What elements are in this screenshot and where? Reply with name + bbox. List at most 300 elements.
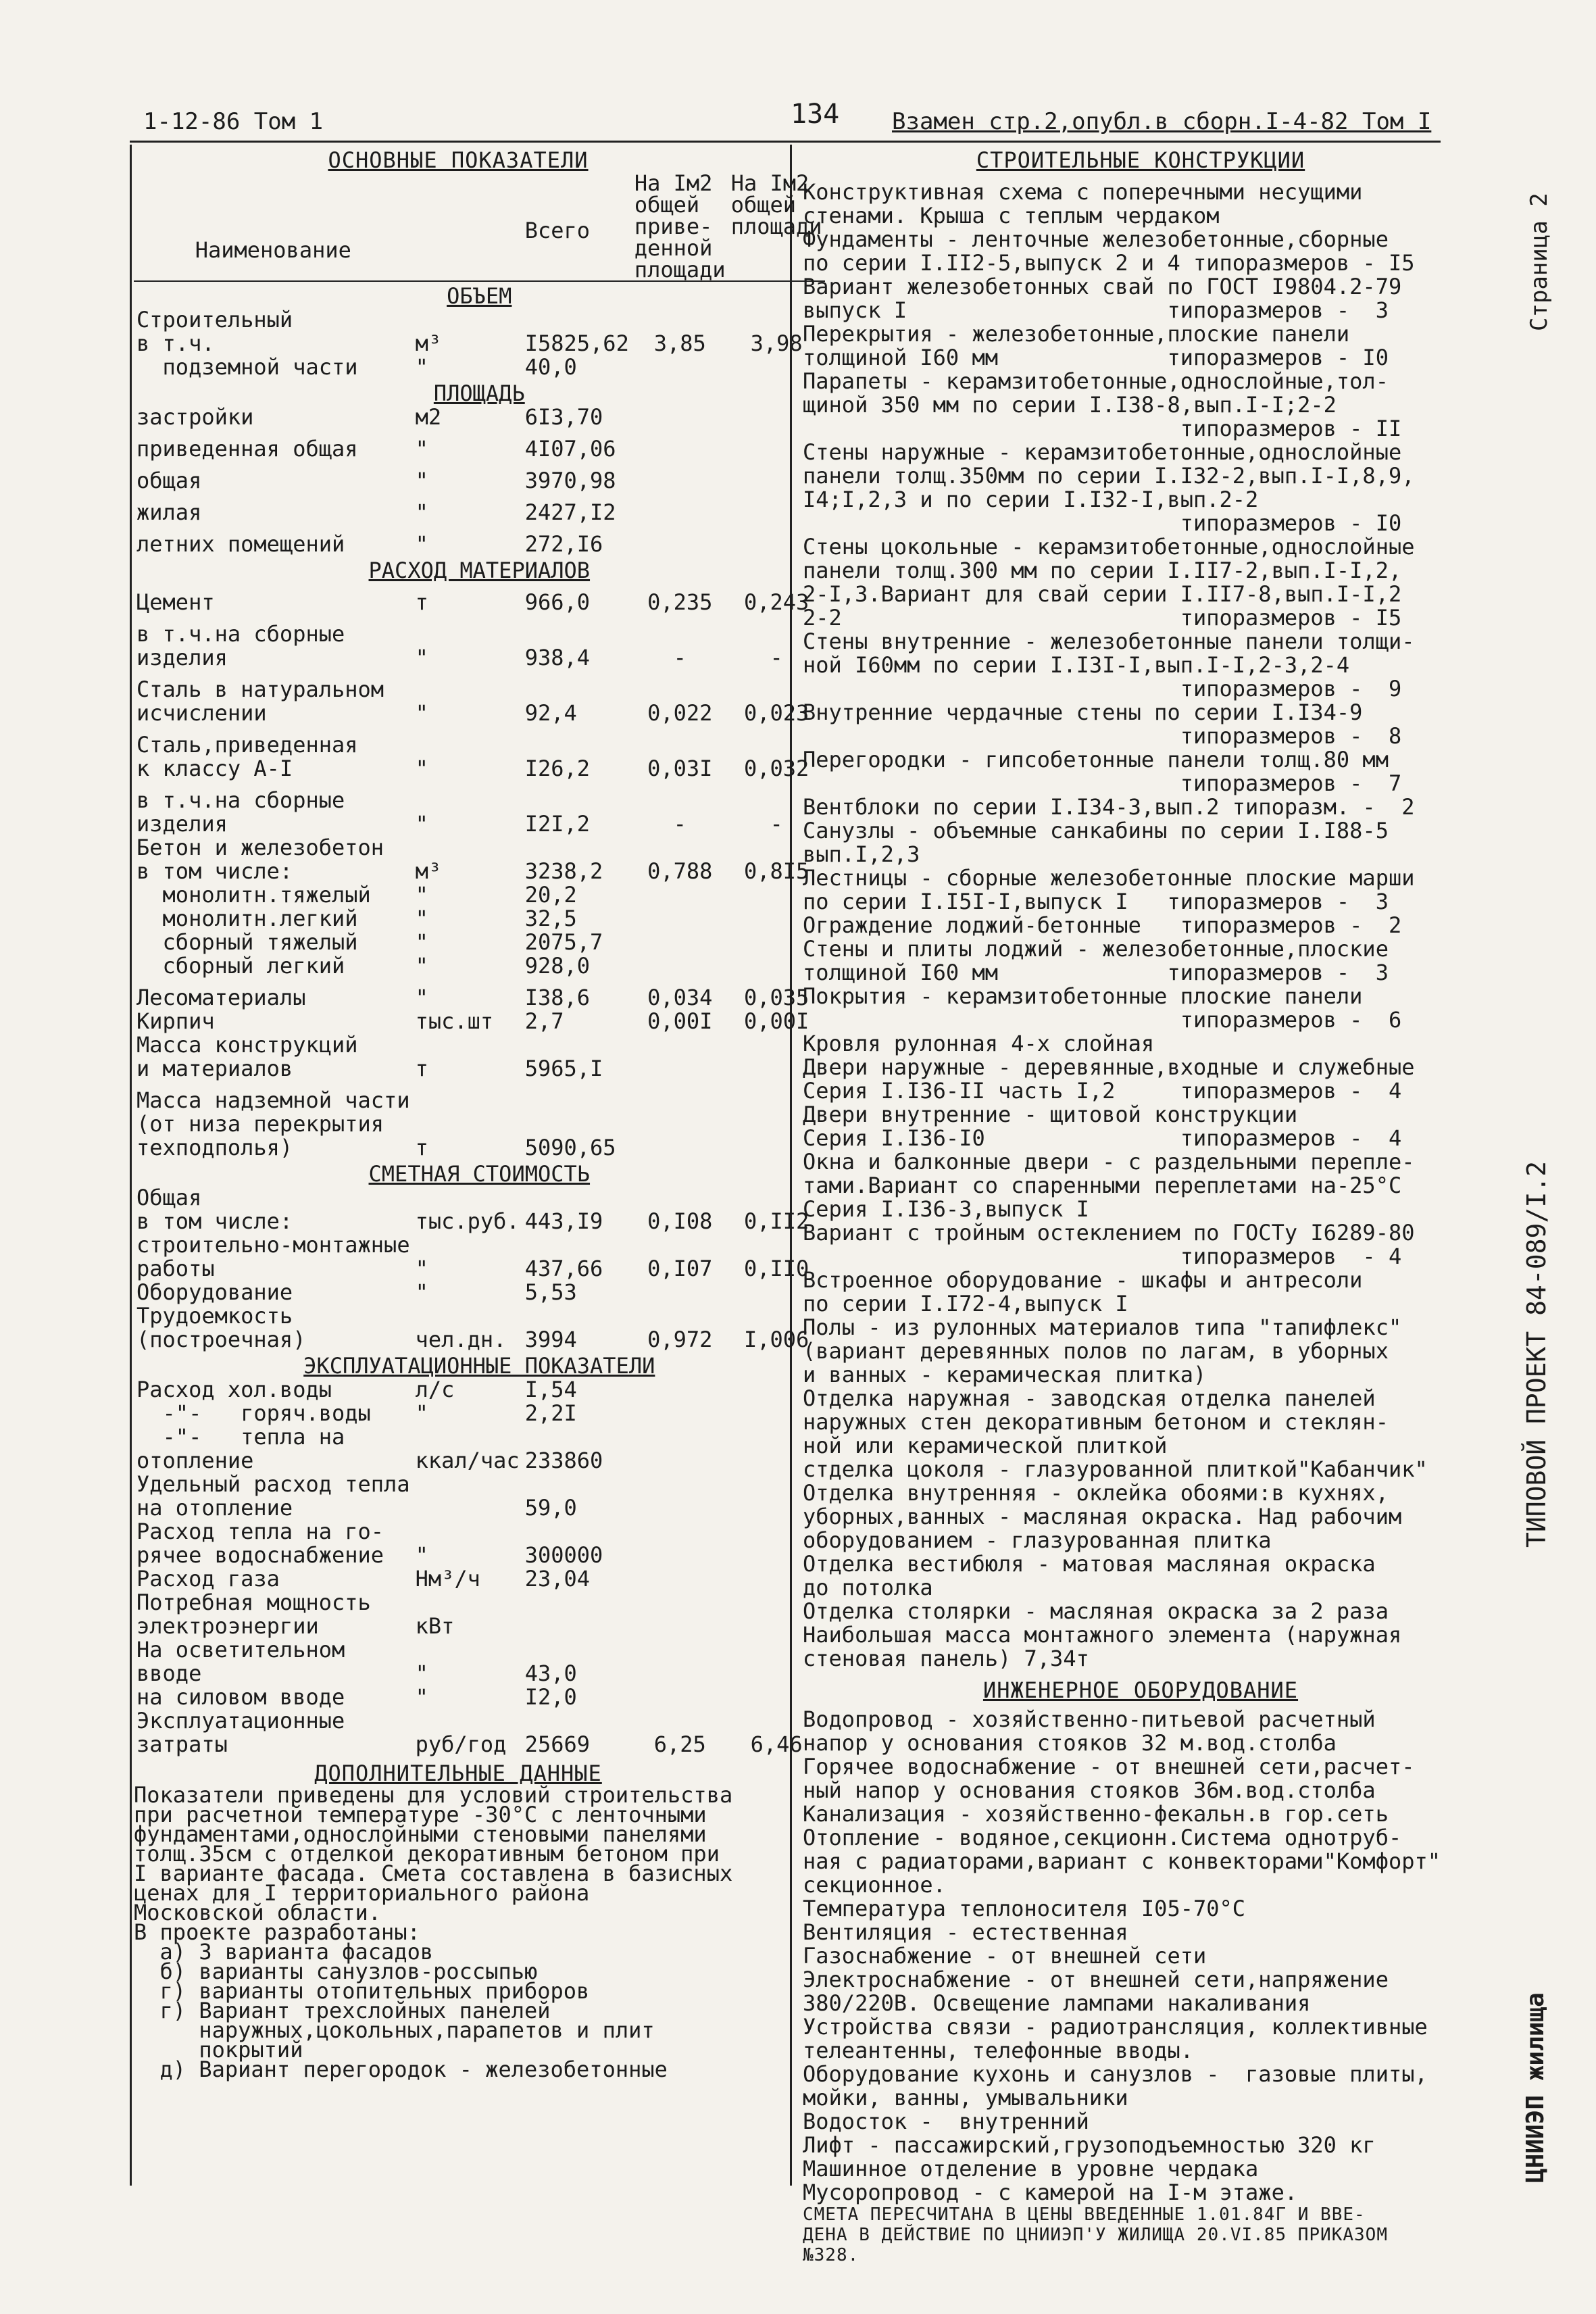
table-row: [134, 907, 825, 931]
row-unit: ": [415, 645, 428, 670]
structures-line: Встроенное оборудование - шкафы и антресоли: [803, 1267, 1363, 1293]
row-per-total: 0,023: [743, 700, 809, 726]
row-per-total: I,006: [743, 1327, 809, 1352]
structures-line: выпуск I типоразмеров - 3: [803, 297, 1389, 323]
side-org-label: ЦНИИЭП жилища: [1522, 1992, 1549, 2183]
row-name: сборный легкий: [136, 953, 345, 979]
row-name: -"- тепла на отопление: [136, 1424, 345, 1473]
structures-line: вып.I,2,3: [803, 841, 920, 867]
engineering-line: Канализация - хозяйственно-фекальн.в гор.сеть: [803, 1801, 1389, 1827]
row-name: Общая в том числе:: [136, 1185, 293, 1234]
row-total: 938,4: [524, 645, 591, 670]
engineering-line: Горячее водоснабжение - от внешней сети,расчет-: [803, 1754, 1415, 1779]
row-per-reduced: 0,022: [647, 700, 713, 726]
structures-line: Лестницы - сборные железобетонные плоские марши: [803, 865, 1415, 891]
table-row: [134, 583, 825, 614]
structures-line: Наибольшая масса монтажного элемента (наружная: [803, 1622, 1402, 1648]
row-unit: ": [415, 906, 428, 931]
row-per-total: -: [770, 811, 783, 837]
structures-line: Внутренние чердачные стены по серии I.I34-9: [803, 699, 1363, 725]
row-per-reduced: [632, 1402, 728, 1425]
structures-line: типоразмеров - 7: [803, 770, 1402, 796]
structures-line: 2-I,3.Вариант для свай серии I.II7-8,вып.I-I,2: [803, 581, 1402, 607]
engineering-line: секционное.: [803, 1872, 946, 1898]
table-row: [134, 1186, 825, 1233]
row-unit: ": [415, 1400, 428, 1426]
row-total: 40,0: [524, 354, 577, 380]
row-total: 272,I6: [524, 531, 603, 557]
row-total: 23,04: [524, 1566, 591, 1592]
structures-line: Серия I.I36-II часть I,2 типоразмеров - 4: [803, 1078, 1402, 1104]
row-per-reduced: 0,235: [647, 589, 713, 615]
engineering-line: Вентиляция - естественная: [803, 1919, 1128, 1945]
structures-line: Двери наружные - деревянные,входные и служебные: [803, 1054, 1415, 1080]
row-total: I38,6: [524, 985, 591, 1010]
structures-line: типоразмеров - 9: [803, 676, 1402, 701]
table-row: [134, 1081, 825, 1160]
row-total: 5,53: [524, 1279, 577, 1305]
row-per-reduced: [632, 1685, 728, 1709]
row-unit: т: [415, 1056, 428, 1081]
table-header-row: [134, 172, 825, 281]
row-unit: ": [415, 1256, 428, 1281]
row-name: Оборудование: [136, 1279, 293, 1305]
structures-line: панели толщ.300 мм по серии I.II7-2,вып.I-I,2,: [803, 558, 1402, 583]
row-total: 928,0: [524, 953, 591, 979]
row-per-total: 0,8I5: [743, 858, 809, 884]
row-total: [522, 1591, 632, 1638]
table-row: [134, 725, 825, 781]
row-name: Удельный расход тепла на отопление: [136, 1471, 410, 1521]
structures-line: типоразмеров - 8: [803, 723, 1402, 749]
row-unit: ": [415, 499, 428, 525]
row-total: 4I07,06: [524, 436, 616, 462]
row-total: 59,0: [524, 1495, 577, 1521]
table-row: [134, 493, 825, 524]
row-name: На осветительном вводе: [136, 1637, 345, 1686]
header-left: 1-12-86 Том 1: [143, 108, 324, 135]
row-total: 25669: [524, 1731, 591, 1757]
table-section-row: [134, 1352, 825, 1378]
row-unit: ": [415, 929, 428, 955]
row-unit: Нм³/ч: [415, 1566, 480, 1592]
engineering-line: Водосток - внутренний: [803, 2109, 1089, 2134]
engineering-line: Машинное отделение в уровне чердака: [803, 2156, 1259, 2182]
row-name: Трудоемкость (построечная): [136, 1303, 306, 1352]
structures-line: Отделка столярки - масляная окраска за 2 раза: [803, 1598, 1389, 1624]
row-per-reduced: 0,788: [647, 858, 713, 884]
row-unit: ": [415, 882, 428, 908]
row-total: 92,4: [524, 700, 577, 726]
engineering-line: Оборудование кухонь и санузлов - газовые плиты,: [803, 2061, 1428, 2087]
structures-line: по серии I.II2-5,выпуск 2 и 4 типоразмеров - I5: [803, 250, 1415, 276]
table-row: [134, 1304, 825, 1352]
indicators-table: [134, 172, 825, 1756]
row-name: в т.ч.на сборные изделия: [136, 787, 345, 837]
structures-line: Стены внутренние - железобетонные панели толщи-: [803, 629, 1415, 654]
row-per-reduced: [632, 493, 728, 524]
col-header-total: Всего: [522, 172, 632, 281]
main-indicators-title: ОСНОВНЫЕ ПОКАЗАТЕЛИ: [328, 147, 589, 173]
row-name: Расход хол.воды: [136, 1377, 332, 1402]
row-unit: м2: [415, 404, 442, 430]
structures-line: по серии I.I72-4,выпуск I: [803, 1291, 1128, 1316]
structures-line: типоразмеров - 6: [803, 1007, 1402, 1033]
row-total: 20,2: [524, 882, 577, 908]
structures-line: Отделка наружная - заводская отделка панелей: [803, 1385, 1376, 1411]
engineering-line: напор у основания стояков 32 м.вод.столба: [803, 1730, 1337, 1756]
structures-list: [803, 180, 1478, 1671]
row-unit: ": [415, 436, 428, 462]
row-per-reduced: [632, 883, 728, 907]
table-section-row: [134, 281, 825, 308]
row-name: подземной части: [136, 354, 358, 380]
side-page-label: Страница 2: [1526, 193, 1553, 331]
structures-line: и ванных - керамическая плитка): [803, 1362, 1207, 1387]
row-name: жилая: [136, 499, 202, 525]
table-row: [134, 670, 825, 725]
table-row: [134, 1233, 825, 1281]
col-header-name: Наименование: [134, 172, 413, 281]
row-per-total: 0,II0: [743, 1256, 809, 1281]
structures-line: стделка цоколя - глазурованной плиткой"Кабанчик": [803, 1456, 1428, 1482]
structures-line: I4;I,2,3 и по серии I.I32-I,вып.2-2: [803, 487, 1259, 512]
row-total: I5825,62: [524, 330, 629, 356]
structures-line: стеновая панель) 7,34т: [803, 1646, 1089, 1671]
col-header-per-total: На Iм2 общей площади: [728, 172, 825, 281]
structures-line: Покрытия - керамзитобетонные плоские панели: [803, 983, 1363, 1009]
row-unit: ": [415, 811, 428, 837]
main-indicators-column: [134, 147, 822, 2082]
structures-title: СТРОИТЕЛЬНЫЕ КОНСТРУКЦИИ: [976, 147, 1305, 173]
structures-line: Окна и балконные двери - с раздельными переплe-: [803, 1149, 1415, 1175]
structures-line: (вариант деревянных полов по лагам, в уборных: [803, 1338, 1389, 1364]
engineering-line: Водопровод - хозяйственно-питьевой расчетный: [803, 1706, 1376, 1732]
structures-line: Парапеты - керамзитобетонные,однослойные,тол-: [803, 368, 1389, 394]
structures-line: уборных,ванных - масляная окраска. Над рабочим: [803, 1504, 1402, 1529]
row-per-reduced: [632, 1638, 728, 1685]
row-per-total: 0,243: [743, 589, 809, 615]
section-label: ОБЪЕМ: [447, 283, 512, 309]
row-name: Цемент: [136, 589, 215, 615]
row-per-reduced: [632, 405, 728, 429]
table-row: [134, 1473, 825, 1520]
extra-data-text: Показатели приведены для условий строительства при расчетной температуре -30°С с ленточными фундаментами,однослойными стеновыми панелями толщ.35см с отделкой декоративным бетоном при I варианте фасада. Смета составлена в базисных ценах для I территориального района Московской области. В проекте разработаны: а) 3 варианта фасадов б) варианты санузлов-россыпью г) варианты отопительных приборов г) Вариант трехслойных панелей наружных,цокольных,парапетов и плит покрытий д) Вариант перегородок - железобетонные: [134, 1782, 733, 2082]
row-name: Бетон и железобетон в том числе:: [136, 835, 384, 884]
row-name: сборный тяжелый: [136, 929, 358, 955]
row-unit: м³: [415, 858, 442, 884]
row-per-total: 0,032: [743, 756, 809, 781]
structures-line: Двери внутренние - щитовой конструкции: [803, 1102, 1298, 1127]
row-total: 32,5: [524, 906, 577, 931]
row-per-reduced: -: [673, 645, 687, 670]
row-per-reduced: 0,034: [647, 985, 713, 1010]
row-name: Эксплуатационные затраты: [136, 1708, 345, 1757]
row-unit: ккал/час: [415, 1448, 520, 1473]
row-per-reduced: [632, 1033, 728, 1081]
row-per-reduced: 0,00I: [647, 1008, 713, 1034]
structures-line: Перекрытия - железобетонные,плоские панели: [803, 321, 1350, 347]
row-total: 3994: [524, 1327, 577, 1352]
row-per-reduced: 0,03I: [647, 756, 713, 781]
table-section-row: [134, 556, 825, 583]
row-per-total: 6,46: [750, 1731, 803, 1757]
table-section-row: [134, 379, 825, 405]
row-total: I2,0: [524, 1684, 577, 1710]
table-row: [134, 1281, 825, 1304]
row-per-reduced: [632, 1473, 728, 1520]
table-row: [134, 1010, 825, 1033]
row-total: 43,0: [524, 1660, 577, 1686]
row-name: монолитн.легкий: [136, 906, 358, 931]
row-per-reduced: [632, 1591, 728, 1638]
row-unit: чел.дн.: [415, 1327, 507, 1352]
row-unit: ": [415, 354, 428, 380]
row-total: 2427,I2: [524, 499, 616, 525]
table-row: [134, 883, 825, 907]
row-per-reduced: [632, 1520, 728, 1567]
row-total: 3238,2: [524, 858, 603, 884]
structures-line: Стены цокольные - керамзитобетонные,однослойные: [803, 534, 1415, 560]
extra-data-title: ДОПОЛНИТЕЛЬНЫЕ ДАННЫЕ: [314, 1761, 602, 1786]
page-number: 134: [791, 99, 840, 130]
table-row: [134, 524, 825, 556]
row-unit: ": [415, 468, 428, 493]
row-per-reduced: 0,I08: [647, 1208, 713, 1234]
engineering-line: Электроснабжение - от внешней сети,напряжение: [803, 1967, 1389, 1992]
section-label: СМЕТНАЯ СТОИМОСТЬ: [368, 1161, 591, 1187]
row-per-reduced: [632, 355, 728, 379]
structures-line: Конструктивная схема с поперечными несущими: [803, 179, 1363, 205]
row-unit: м³: [415, 330, 442, 356]
row-unit: т: [415, 1135, 428, 1160]
table-row: [134, 781, 825, 836]
row-per-reduced: [632, 1281, 728, 1304]
structures-line: Санузлы - объемные санкабины по серии I.I88-5: [803, 818, 1389, 843]
row-per-reduced: [632, 429, 728, 461]
structures-line: толщиной I60 мм типоразмеров - I0: [803, 345, 1389, 370]
row-per-total: 3,98: [750, 330, 803, 356]
row-per-reduced: [632, 1425, 728, 1473]
col-header-per-reduced: На Iм2 общей приве- денной площади: [632, 172, 728, 281]
header-right: Взамен стр.2,опубл.в сборн.I-4-82 Том I: [892, 108, 1432, 135]
row-total: I2I,2: [524, 811, 591, 837]
section-label: ЭКСПЛУАТАЦИОННЫЕ ПОКАЗАТЕЛИ: [303, 1353, 655, 1379]
table-section-row: [134, 1160, 825, 1186]
row-per-reduced: [632, 524, 728, 556]
structures-line: типоразмеров - II: [803, 416, 1402, 441]
row-total: I,54: [524, 1377, 577, 1402]
table-row: [134, 308, 825, 355]
table-row: [134, 1685, 825, 1709]
row-total: 966,0: [524, 589, 591, 615]
row-name: Сталь в натуральном исчислении: [136, 676, 384, 726]
side-project-label: ТИПОВОЙ ПРОЕКТ 84-089/I.2: [1522, 1161, 1551, 1548]
structures-line: Полы - из рулонных материалов типа "тапифлекс": [803, 1314, 1402, 1340]
table-row: [134, 1638, 825, 1685]
structures-line: щиной 350 мм по серии I.I38-8,вып.I-I;2-2: [803, 392, 1337, 418]
row-unit: ": [415, 700, 428, 726]
row-name: Сталь,приведенная к классу А-I: [136, 732, 358, 781]
structures-line: Серия I.I36-3,выпуск I: [803, 1196, 1089, 1222]
row-total: 2,2I: [524, 1400, 577, 1426]
row-name: застройки: [136, 404, 254, 430]
structures-line: Вариант железобетонных свай по ГОСТ I9804.2-79: [803, 274, 1402, 299]
section-label: РАСХОД МАТЕРИАЛОВ: [368, 558, 591, 583]
structures-line: ной I60мм по серии I.I3I-I,вып.I-I,2-3,2-4: [803, 652, 1350, 678]
row-per-total: 0,035: [743, 985, 809, 1010]
row-unit: т: [415, 589, 428, 615]
row-total: 437,66: [524, 1256, 603, 1281]
table-row: [134, 978, 825, 1010]
row-total: 6I3,70: [524, 404, 603, 430]
structures-line: по серии I.I5I-I,выпуск I типоразмеров - 3: [803, 889, 1389, 914]
table-row: [134, 405, 825, 429]
row-name: Кирпич: [136, 1008, 215, 1034]
row-name: строительно-монтажные работы: [136, 1232, 410, 1281]
row-per-total: 0,II2: [743, 1208, 809, 1234]
engineering-line: 380/220В. Освещение лампами накаливания: [803, 1990, 1311, 2016]
structures-line: Отделка вестибюля - матовая масляная окраска: [803, 1551, 1376, 1577]
structures-column: [803, 149, 1478, 2265]
row-name: в т.ч.на сборные изделия: [136, 621, 345, 670]
structures-line: стенами. Крыша с теплым чердаком: [803, 203, 1220, 228]
section-label: ПЛОЩАДЬ: [433, 380, 525, 406]
structures-line: Кровля рулонная 4-х слойная: [803, 1031, 1155, 1056]
row-per-total: -: [770, 645, 783, 670]
row-unit: тыс.шт: [415, 1008, 494, 1034]
row-unit: ": [415, 1542, 428, 1568]
engineering-line: Отопление - водяное,секционн.Система однотруб-: [803, 1825, 1402, 1850]
engineering-line: Температура теплоносителя I05-70°С: [803, 1896, 1246, 1921]
row-total: 3970,98: [524, 468, 616, 493]
row-unit: ": [415, 953, 428, 979]
row-per-reduced: 3,85: [653, 330, 706, 356]
table-row: [134, 1567, 825, 1591]
structures-line: толщиной I60 мм типоразмеров - 3: [803, 960, 1389, 985]
table-row: [134, 614, 825, 670]
structures-line: наружных стен декоративным бетоном и стеклян-: [803, 1409, 1389, 1435]
structures-line: ной или керамической плиткой: [803, 1433, 1168, 1458]
row-per-reduced: 6,25: [653, 1731, 706, 1757]
row-per-total: 0,00I: [743, 1008, 809, 1034]
row-per-reduced: 0,I07: [647, 1256, 713, 1281]
row-unit: ": [415, 1279, 428, 1305]
structures-line: Стены и плиты лоджий - железобетонные,плоские: [803, 936, 1389, 962]
row-name: Масса конструкций и материалов: [136, 1032, 358, 1081]
structures-line: Ограждение лоджий-бетонные типоразмеров - 2: [803, 912, 1402, 938]
structures-line: Стены наружные - керамзитобетонные,однослойные: [803, 439, 1402, 465]
engineering-title: ИНЖЕНЕРНОЕ ОБОРУДОВАНИЕ: [982, 1677, 1299, 1703]
table-row: [134, 836, 825, 883]
table-row: [134, 429, 825, 461]
table-row: [134, 1591, 825, 1638]
engineering-line: Газоснабжение - от внешней сети: [803, 1943, 1207, 1969]
table-row: [134, 1709, 825, 1756]
row-per-reduced: [632, 931, 728, 954]
structures-line: типоразмеров - 4: [803, 1244, 1402, 1269]
row-name: летних помещений: [136, 531, 345, 557]
row-unit: ": [415, 985, 428, 1010]
estimate-footnote: СМЕТА ПЕРЕСЧИТАНА В ЦЕНЫ ВВЕДЕННЫЕ 1.01.84Г И ВВЕ- ДЕНА В ДЕЙСТВИЕ ПО ЦНИИЭП'У ЖИЛИЩА 20.VI.85 ПРИКАЗОМ №328.: [803, 2205, 1388, 2265]
row-total: I26,2: [524, 756, 591, 781]
structures-line: Перегородки - гипсобетонные панели толщ.80 мм: [803, 747, 1389, 772]
row-per-reduced: [632, 954, 728, 978]
engineering-line: Лифт - пассажирский,грузоподъемностью 320 кг: [803, 2132, 1376, 2158]
row-unit: ": [415, 756, 428, 781]
engineering-line: ный напор у основания стояков 36м.вод.столба: [803, 1777, 1376, 1803]
row-name: на силовом вводе: [136, 1684, 345, 1710]
row-per-reduced: [632, 1567, 728, 1591]
row-unit: тыс.руб.: [415, 1208, 520, 1234]
engineering-line: Устройства связи - радиотрансляция, коллективные: [803, 2014, 1428, 2040]
row-name: Расход тепла на го- рячее водоснабжение: [136, 1519, 384, 1568]
table-row: [134, 1520, 825, 1567]
top-rule: [130, 141, 1441, 143]
row-per-reduced: [632, 461, 728, 493]
row-per-reduced: [632, 1081, 728, 1160]
row-per-reduced: [632, 907, 728, 931]
table-row: [134, 355, 825, 379]
row-unit: ": [415, 1660, 428, 1686]
engineering-line: Мусоропровод - с камерой на I-м этаже.: [803, 2180, 1298, 2205]
row-per-reduced: 0,972: [647, 1327, 713, 1352]
engineering-line: ная с радиаторами,вариант с конвекторами"Комфорт": [803, 1848, 1441, 1874]
table-row: [134, 1402, 825, 1425]
structures-line: тами.Вариант со спаренными переплетами на-25°С: [803, 1173, 1402, 1198]
structures-line: панели толщ.350мм по серии I.I32-2,вып.I-I,8,9,: [803, 463, 1415, 489]
row-total: 2075,7: [524, 929, 603, 955]
row-name: приведенная общая: [136, 436, 358, 462]
engineering-line: мойки, ванны, умывальники: [803, 2085, 1128, 2111]
row-total: 300000: [524, 1542, 603, 1568]
row-unit: [413, 1473, 522, 1520]
row-per-reduced: [632, 1378, 728, 1402]
row-total: 5090,65: [524, 1135, 616, 1160]
row-name: -"- горяч.воды: [136, 1400, 371, 1426]
table-row: [134, 1033, 825, 1081]
row-name: монолитн.тяжелый: [136, 882, 371, 908]
row-total: 2,7: [524, 1008, 564, 1034]
row-name: Потребная мощность электроэнергии: [136, 1590, 371, 1639]
row-total: 5965,I: [524, 1056, 603, 1081]
table-row: [134, 954, 825, 978]
structures-line: Фундаменты - ленточные железобетонные,сборные: [803, 226, 1389, 252]
row-name: Строительный в т.ч.: [136, 307, 293, 356]
row-unit: кВт: [415, 1613, 455, 1639]
structures-line: Серия I.I36-I0 типоразмеров - 4: [803, 1125, 1402, 1151]
engineering-list: [803, 1708, 1478, 2205]
row-name: Лесоматериалы: [136, 985, 306, 1010]
row-unit: л/с: [415, 1377, 455, 1402]
structures-line: оборудованием - глазурованная плитка: [803, 1527, 1272, 1553]
structures-line: Отделка внутренняя - оклейка обоями:в кухнях,: [803, 1480, 1389, 1506]
structures-line: Вариант с тройным остеклением по ГОСТу I6289-80: [803, 1220, 1415, 1246]
row-unit: руб/год: [415, 1731, 507, 1757]
row-unit: ": [415, 531, 428, 557]
table-row: [134, 1425, 825, 1473]
row-per-reduced: -: [673, 811, 687, 837]
row-total: 233860: [524, 1448, 603, 1473]
structures-line: до потолка: [803, 1575, 933, 1600]
row-name: общая: [136, 468, 202, 493]
row-unit: ": [415, 1684, 428, 1710]
structures-line: типоразмеров - I0: [803, 510, 1402, 536]
row-name: Масса надземной части (от низа перекрытия техподполья): [136, 1087, 410, 1160]
table-row: [134, 461, 825, 493]
structures-line: Вентблоки по серии I.I34-3,вып.2 типоразм. - 2: [803, 794, 1415, 820]
table-row: [134, 931, 825, 954]
